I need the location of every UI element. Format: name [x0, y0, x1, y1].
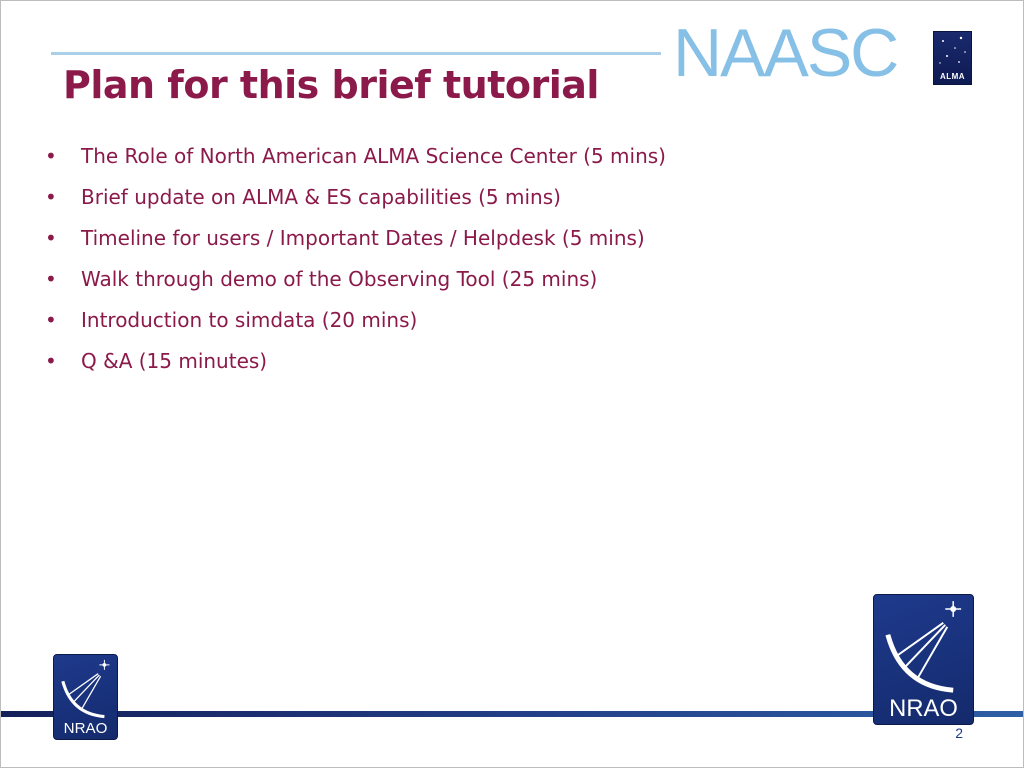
bullet-item: • Brief update on ALMA & ES capabilities (5 mins)	[45, 179, 666, 220]
nrao-logo-label: NRAO	[63, 719, 108, 737]
bullet-item: • Q &A (15 minutes)	[45, 343, 666, 384]
naasc-logo-text: NAASC	[673, 15, 898, 91]
nrao-logo-label: NRAO	[889, 694, 958, 722]
slide-title: Plan for this brief tutorial	[63, 63, 599, 107]
alma-stars-icon	[934, 32, 971, 72]
nrao-dish-icon	[874, 595, 973, 724]
bullet-item: • Introduction to simdata (20 mins)	[45, 302, 666, 343]
nrao-dish-icon	[54, 655, 117, 739]
bullet-item: • The Role of North American ALMA Science Center (5 mins)	[45, 138, 666, 179]
alma-logo-icon	[933, 31, 972, 85]
bullet-item: • Walk through demo of the Observing Tool (25 mins)	[45, 261, 666, 302]
footer-band	[1, 711, 1023, 717]
bullet-list	[45, 138, 666, 384]
alma-logo-label: ALMA	[939, 72, 966, 81]
nrao-logo-icon	[873, 594, 974, 725]
bullet-item: • Timeline for users / Important Dates / Helpdesk (5 mins)	[45, 220, 666, 261]
nrao-logo-icon	[53, 654, 118, 740]
header-rule	[51, 52, 661, 55]
page-number: 2	[955, 725, 963, 741]
